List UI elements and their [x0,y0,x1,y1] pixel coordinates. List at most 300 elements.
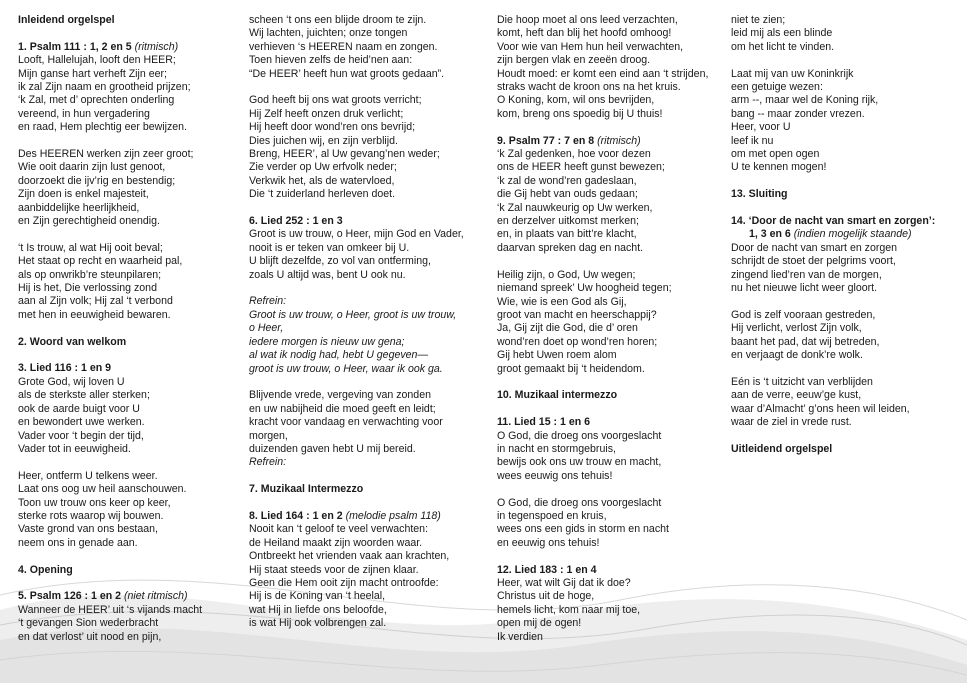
text-line [497,54,708,67]
text-line [18,604,202,617]
text-line [18,215,202,228]
text-line [497,202,708,215]
text-segment: den HEER; [119,54,176,67]
text-segment: daarvan [497,241,539,254]
text-segment: zijt die God, [529,322,586,335]
text-segment: Laat mij van uw Koninkrijk [731,67,854,80]
text-line [249,483,464,496]
text-segment: Uwen roem [536,349,591,362]
text-line [497,389,708,402]
text-segment: ‘k Zal [497,148,526,161]
text-segment: alom [590,349,617,362]
text-segment: kracht voor vandaag en verwachting voor [249,416,443,429]
text-segment: O God, die droeg ons voorgeslacht [497,429,662,442]
text-segment: God is zelf vooraan gestreden, [731,308,876,321]
text-line [18,456,202,469]
text-segment: Ja, Gij [497,322,530,335]
text-line [249,175,464,188]
text-line [249,269,464,282]
text-line [18,27,202,40]
text-segment: Laat ons oog uw heil aanschouwen. [18,483,187,496]
text-segment: vereend, in hun vergadering [18,107,150,120]
text-segment: en uw nabijheid die moed geeft en leidt; [249,402,436,415]
text-segment: Hij [18,282,34,295]
text-segment: Wanneer de HEER’ uit ‘s vijands macht [18,603,203,616]
text-line [497,175,708,188]
text-line [731,94,935,107]
text-segment: groot; [163,148,194,161]
text-segment: al wat ik nodig had, hebt U gegeven— [249,349,429,362]
text-segment: pal, [162,255,183,268]
text-line [497,363,708,376]
text-line [18,336,202,349]
text-line [497,403,708,416]
text-segment: om het licht te vinden. [731,40,835,53]
text-segment: aan al Zijn volk; Hij zal ‘t verbond [18,295,173,308]
text-segment: wegen; [598,268,636,281]
text-segment: en eeuwig ons tehuis! [497,536,600,549]
text-segment: 11. Lied 15 : 1 en 6 [497,416,591,429]
text-segment: neem ons in genade aan. [18,536,138,549]
text-segment: in tegenspoed en kruis, [497,509,607,522]
text-line [18,376,202,389]
text-line [18,430,202,443]
text-line [731,282,935,295]
text-line [731,349,935,362]
text-segment: Hij is de Koning van ‘t heelal, [249,590,386,603]
text-segment: Refrein: [249,456,287,469]
text-segment: Zie verder op Uw erfvolk neder; [249,161,397,174]
text-segment: en verjaagt de donk’re wolk. [731,349,863,362]
text-line [249,14,464,27]
text-segment: (melodie psalm 118) [345,509,441,522]
text-line [249,215,464,228]
text-line [18,564,202,577]
text-segment: bewijs ook ons uw trouw en macht, [497,456,662,469]
text-segment: niemand [497,282,541,295]
text-line [249,322,464,335]
text-line [731,376,935,389]
text-segment: Inleidend orgelspel [18,14,115,26]
text-segment: Ik verdien [497,630,543,643]
text-line [18,81,202,94]
text-line [249,242,464,255]
text-line [731,68,935,81]
text-line [249,470,464,483]
text-segment: om met open ogen [731,148,820,161]
text-segment: bewijzen. [139,121,188,134]
text-segment: klacht, [603,228,637,241]
text-line [497,470,708,483]
text-segment: Hij ooit [99,241,132,254]
text-line [731,416,935,429]
text-line [18,443,202,456]
text-segment: en bewondert uwe werken. [18,416,145,429]
text-line [497,510,708,523]
text-line [731,309,935,322]
text-line [249,188,464,201]
text-segment: schrijdt de stoet der pelgrims voort, [731,255,896,268]
text-line [18,282,202,295]
text-line [249,604,464,617]
text-line [18,54,202,67]
text-segment: aan de verre, eeuw’ge kust, [731,389,862,402]
text-line [731,228,935,241]
text-segment: ooit daarin zijn lust [39,161,127,174]
text-segment: U blijft dezelfde, zo vol van ontferming, [249,255,431,268]
text-line [249,81,464,94]
text-segment: 6. Lied 252 : 1 en 3 [249,215,343,228]
text-segment: staat op recht en waarheid [37,255,163,268]
text-line [497,242,708,255]
text-segment: waar de ziel in vrede rust. [731,416,852,429]
text-segment: Zijn [18,188,39,201]
text-segment: met d’ oprechten [49,94,128,107]
text-segment: met [18,308,39,321]
text-segment: Die verlossing zond [61,282,157,295]
text-line [497,430,708,443]
text-line [497,322,708,335]
text-segment: 10. Muzikaal intermezzo [497,389,618,402]
text-segment: 14. ‘Door de nacht van smart en zorgen’: [731,215,936,228]
text-line [18,228,202,241]
text-line [18,41,202,54]
text-segment: gedaan; [596,188,638,201]
text-line [731,14,935,27]
text-segment: Toon uw trouw ons keer op keer, [18,496,171,509]
text-segment: Nooit kan ‘t geloof te veel verwachten: [249,523,429,536]
text-segment: 4. Opening [18,563,73,576]
text-line [249,550,464,563]
text-segment: merken; [597,215,639,228]
text-segment: duizenden gaven hebt U mij bereid. [249,442,416,455]
text-segment: Vader voor ‘t begin der tijd, [18,429,144,442]
text-line [497,255,708,268]
text-line [18,322,202,335]
text-segment: beval; [131,241,163,254]
text-segment: Des HEEREN [18,148,87,161]
text-segment: Wij lachten, juichten; onze tongen [249,27,408,40]
text-segment: Heilig [497,268,527,281]
text-segment: en Zijn gerechtigheid [18,215,117,228]
text-segment: groot is uw trouw, o Heer, waar ik ook ga. [249,362,443,375]
text-line [18,135,202,148]
text-line [249,416,464,429]
text-segment: Houdt moed: er komt een eind aan ‘t strijden, [497,67,709,80]
text-line [18,577,202,590]
text-segment: hen in eeuwigheid [38,308,125,321]
text-segment: 8. Lied 164 : 1 en 2 [249,509,346,522]
text-segment: als de sterkste aller sterken; [18,389,150,402]
text-segment: werken, [612,201,653,214]
text-line [249,148,464,161]
text-line [249,309,464,322]
text-line [497,617,708,630]
text-line [18,202,202,215]
text-line [18,175,202,188]
text-segment: zijn bergen vlak en zeeën droog. [497,54,651,67]
text-line [249,590,464,603]
text-line [249,27,464,40]
text-segment: niet te zien; [731,14,786,26]
text-line [497,228,708,241]
text-line [497,577,708,590]
text-segment: ‘k Zal, [18,94,50,107]
column-1 [18,14,202,644]
text-line [18,550,202,563]
text-segment: leef ik nu [731,134,774,147]
text-segment: nu het nieuwe licht weer gloort. [731,282,878,295]
text-segment: O God, die droeg ons voorgeslacht [497,496,662,509]
text-segment: bang -- maar zonder vrezen. [731,107,865,120]
text-line [18,403,202,416]
text-line [18,523,202,536]
text-segment: ganse hart verheft Zijn [40,67,146,80]
text-segment: kom, breng ons spoedig bij U thuis! [497,107,663,120]
text-segment: gemaakt bij ‘t heidendom. [524,362,645,375]
text-line [731,202,935,215]
text-line [731,242,935,255]
text-segment: gadeslaan, [581,174,637,187]
text-line [497,523,708,536]
text-line [731,121,935,134]
text-line [249,443,464,456]
text-segment: groot [497,362,525,375]
text-segment: looft [99,54,120,67]
text-segment: nauwkeurig op Uw [525,201,613,214]
text-line [497,349,708,362]
text-segment: O Koning, kom, wil ons bevrijden, [497,94,655,107]
text-line [18,362,202,375]
text-line [497,68,708,81]
text-line [18,108,202,121]
text-line [497,550,708,563]
text-segment: bewaren. [124,308,171,321]
text-segment: o Heer, [249,322,284,335]
text-line [497,497,708,510]
text-line [731,269,935,282]
text-segment: tegen; [639,282,672,295]
text-segment: zoals U altijd was, bent U ook nu. [249,268,406,281]
text-line [249,121,464,134]
text-segment: onderling [127,94,175,107]
text-line [497,161,708,174]
text-line [731,336,935,349]
text-line [731,135,935,148]
text-line [18,255,202,268]
text-segment: nooit is er teken van omkeer bij U. [249,241,410,254]
text-line [18,309,202,322]
text-segment: Vaste grond van ons bestaan, [18,523,158,536]
text-segment: spreek’ Uw hoogheid [540,282,640,295]
text-segment: Heer, wat wilt Gij dat ik doe? [497,576,631,589]
text-line [497,309,708,322]
text-line [731,255,935,268]
text-segment: derzelver uitkomst [511,215,598,228]
text-segment: (ritmisch) [134,40,179,53]
text-segment: 13. Sluiting [731,188,788,201]
text-segment: Door de nacht van smart en zorgen [731,241,898,254]
text-segment: ik zal Zijn naam en grootheid prijzen; [18,81,191,94]
text-line [249,295,464,308]
text-line [497,215,708,228]
text-line [497,604,708,617]
text-segment: HEER heeft gunst [531,161,617,174]
text-segment: Dies juichen wij, en zijn verblijd. [249,134,398,147]
text-segment: ‘t gevangen Sion wederbracht [18,617,159,630]
text-segment: in nacht en stormgebruis, [497,442,616,455]
text-line [497,296,708,309]
text-segment: is een God als [539,295,608,308]
text-line [497,564,708,577]
text-segment: onendig. [116,215,160,228]
text-line [249,94,464,107]
text-line [249,363,464,376]
text-segment: bewezen; [616,161,665,174]
text-segment: Heer, ontferm U telkens weer. [18,469,158,482]
text-line [18,161,202,174]
text-segment: Gij hebt [497,349,537,362]
text-segment: (niet ritmisch) [124,590,188,603]
text-segment: ‘t Is trouw, al wat [18,241,100,254]
text-segment: 9. Psalm 77 : 7 en 8 [497,134,598,147]
text-segment: Verkwik het, als de watervloed, [249,174,395,187]
text-line [18,349,202,362]
text-line [497,14,708,27]
text-segment: die d’ oren [585,322,638,335]
text-segment: als op onwrikb’re steunpilaren; [18,268,162,281]
text-segment: Toen hieven zelfs de heid’nen aan: [249,54,413,67]
text-line [18,68,202,81]
text-line [18,497,202,510]
text-line [249,564,464,577]
text-line [497,108,708,121]
text-line [731,108,935,121]
text-segment: Looft, Hallelujah, [18,54,100,67]
text-line [731,148,935,161]
text-line [249,403,464,416]
text-line [497,376,708,389]
text-segment: genoot, [126,161,166,174]
text-line [497,121,708,134]
text-segment: Breng, HEER’, al Uw gevang’nen weder; [249,148,440,161]
text-line [497,81,708,94]
text-segment: ons de [497,161,532,174]
text-line [497,483,708,496]
text-segment: “De HEER’ heeft hun wat groots gedaan”. [249,67,445,80]
text-segment: nacht. [611,241,644,254]
text-segment: U te kennen mogen! [731,161,827,174]
text-segment: Refrein: [249,295,287,308]
text-segment: 1. Psalm 111 : 1, 2 en 5 [18,40,135,53]
text-line [18,242,202,255]
text-line [731,175,935,188]
text-line [497,443,708,456]
text-line [18,94,202,107]
text-segment: komt, heft dan blij het hoofd omhoog! [497,27,672,40]
text-line [731,54,935,67]
text-segment: open mij de ogen! [497,617,582,630]
text-line [249,456,464,469]
text-segment: Wie, wie [497,295,540,308]
text-line [497,537,708,550]
text-segment: Het [18,255,38,268]
text-line [249,577,464,590]
text-line [18,269,202,282]
text-line [249,41,464,54]
text-segment: doen is enkel [38,188,101,201]
text-segment: Hij staat steeds voor de zijnen klaar. [249,563,419,576]
text-segment: wat Hij in liefde ons beloofde, [249,603,387,616]
text-line [18,389,202,402]
column-2 [249,14,464,631]
text-segment: Heer, voor U [731,121,791,134]
text-segment: Uitleidend orgelspel [731,442,833,455]
text-segment: die Gij [497,188,530,201]
text-segment: 5. Psalm 126 : 1 en 2 [18,590,124,603]
text-line [497,456,708,469]
text-line [18,14,202,27]
text-segment: spreken dag en [538,241,612,254]
text-line [497,188,708,201]
text-segment: baant het pad, dat wij betreden, [731,335,880,348]
text-line [731,443,935,456]
text-line [249,537,464,550]
text-segment: Groot is uw trouw, o Heer, mijn God en Vader, [249,228,464,241]
text-line [249,376,464,389]
text-line [497,416,708,429]
text-segment: wees ons een gids in storm en nacht [497,523,669,536]
text-line [249,336,464,349]
text-segment: Ontbreekt het vrienden vaak aan krachten, [249,550,450,563]
text-segment: 12. Lied 183 : 1 en 4 [497,563,597,576]
text-segment: Hij Zelf heeft onzen druk verlicht; [249,107,404,120]
text-line [497,148,708,161]
text-line [249,255,464,268]
text-line [18,537,202,550]
text-segment: raad, Hem plechtig eer [32,121,140,134]
text-line [18,188,202,201]
text-line [731,295,935,308]
text-line [249,510,464,523]
text-line [18,510,202,523]
text-line [497,27,708,40]
text-line [18,470,202,483]
text-line [731,363,935,376]
text-segment: 3. Lied 116 : 1 en 9 [18,362,112,375]
text-segment: Die ‘t zuiderland herleven doet. [249,188,396,201]
column-3 [497,14,708,644]
text-segment: 2. Woord van welkom [18,335,127,348]
text-segment: ‘k zal de [497,174,539,187]
text-line [731,27,935,40]
text-segment: en [497,215,512,228]
text-segment: hebt van ouds [529,188,597,201]
text-segment: Eén is ‘t uitzicht van verblijden [731,375,873,388]
text-line [249,349,464,362]
text-segment: Gij, [607,295,627,308]
text-line [18,631,202,644]
text-segment: en, in [497,228,526,241]
text-segment: ‘k Zal [497,201,526,214]
text-segment: een getuige wezen: [731,81,823,94]
text-segment: doet op wond’ren [542,335,625,348]
text-line [497,336,708,349]
text-segment: (ritmisch) [597,134,641,147]
text-segment: hemels licht, kom naar mij toe, [497,603,641,616]
text-segment: Groot is uw trouw, o Heer, groot is uw trouw, [249,308,457,321]
text-segment: God heeft bij ons wat groots verricht; [249,94,422,107]
